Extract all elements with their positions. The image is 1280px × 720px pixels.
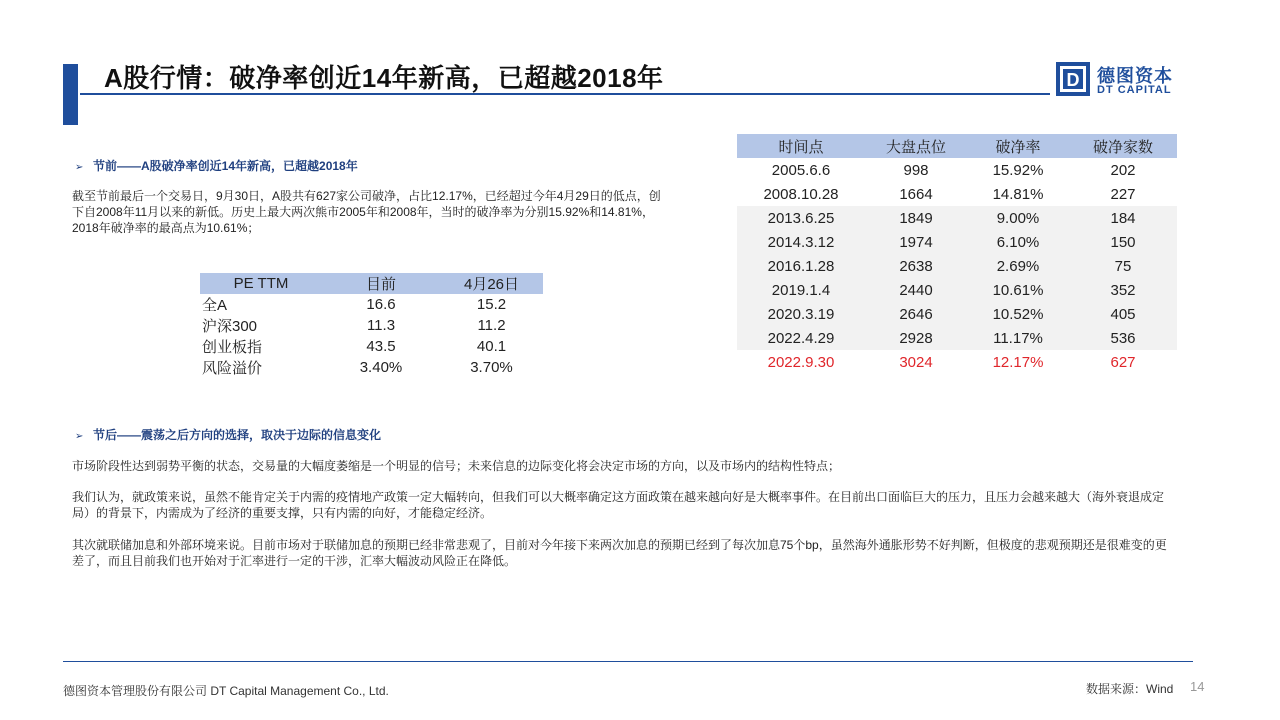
table-cell: 3.40% [359,359,403,376]
table-cell: 627 [1110,353,1136,371]
dt-logo-icon [1056,62,1090,96]
table-cell: 2019.1.4 [737,278,865,302]
table-row [737,206,1177,230]
table-cell: 11.2 [477,317,506,334]
table-cell: 202 [1110,161,1136,179]
column-header: 时间点 [737,134,865,158]
table-header-row [737,134,1177,158]
footer-data-source: 数据来源：Wind [1086,682,1174,696]
table-row [737,230,1177,254]
page-number: 14 [1190,679,1205,694]
table-row [737,254,1177,278]
page-title: A股行情：破净率创近14年新高，已超越2018年 [104,63,664,93]
post-holiday-paragraph-1: 市场阶段性达到弱势平衡的状态，交易量的大幅度萎缩是一个明显的信号；未来信息的边际变化将会决定市场的方向，以及市场内的结构性特点； [72,459,841,473]
table-cell: 创业板指 [202,339,263,356]
column-header: 大盘点位 [865,134,967,158]
table-cell: 1974 [865,230,967,254]
table-cell: 14.81% [992,185,1044,203]
pe-ttm-table [200,273,543,378]
table-cell: 风险溢价 [202,360,263,377]
table-row [737,182,1177,206]
table-cell: 2005.6.6 [771,161,831,179]
table-cell: 2022.9.30 [767,353,835,371]
section-heading-pre-holiday [75,157,358,174]
footer-company-name: 德图资本管理股份有限公司 DT Capital Management Co., Ltd. [63,684,389,698]
table-cell: 3024 [899,353,933,371]
logo-name-cn: 德图资本 [1097,66,1173,86]
table-cell: 2014.3.12 [737,230,865,254]
column-header: 目前 [322,273,440,294]
table-cell: 40.1 [476,338,507,355]
logo-mark-letter: D [1066,70,1080,90]
table-row [737,278,1177,302]
table-header-row [200,273,543,294]
post-holiday-paragraph-2: 我们认为，就政策来说，虽然不能肯定关于内需的疫情地产政策一定大幅转向，但我们可以大概率确定这方面政策在越来越向好是大概率事件。在目前出口面临巨大的压力，且压力会越来越大（海外衰退成定局）的背景下，内需成为了经济的重要支撑，只有内需的向好，才能稳定经济。 [72,490,1165,520]
table-cell: 15.92% [992,161,1044,179]
table-cell: 2008.10.28 [763,185,839,203]
pre-holiday-paragraph: 截至节前最后一个交易日，9月30日，A股共有627家公司破净，占比12.17%，已经超过今年4月29日的低点，创下自2008年11月以来的新低。历史上最大两次熊市2005年和2008年，当时的破净率为分别15.92%和14.81%，2018年破净率的最高点为10.61%； [72,189,661,235]
pb-breakdown-table [737,134,1177,374]
table-cell: 352 [1069,278,1177,302]
table-row-latest [737,350,1177,374]
arrow-bullet-icon: ➢ [75,162,84,173]
table-cell: 2928 [865,326,967,350]
table-cell: 10.61% [967,278,1069,302]
table-cell: 2016.1.28 [737,254,865,278]
arrow-bullet-icon: ➢ [75,431,84,442]
table-cell: 998 [903,161,929,179]
title-divider [80,93,1050,95]
post-holiday-paragraph-3: 其次就联储加息和外部环境来说。目前市场对于联储加息的预期已经非常悲观了，目前对今年接下来两次加息的预期已经到了每次加息75个bp，虽然海外通胀形势不好判断，但极度的悲观预期还是很难变的更差了，而且目前我们也开始对于汇率进行一定的干涉，汇率大幅波动风险正在降低。 [72,538,1167,568]
section-heading-post-holiday [75,426,381,443]
column-header: PE TTM [200,273,322,294]
table-row [200,294,543,315]
table-cell: 6.10% [967,230,1069,254]
logo-name-en: DT CAPITAL [1097,84,1172,96]
table-cell: 10.52% [967,302,1069,326]
table-row [737,326,1177,350]
table-cell: 12.17% [992,353,1044,371]
title-accent-bar [63,64,78,125]
table-cell: 43.5 [366,338,396,355]
table-cell: 沪深300 [202,318,258,335]
table-cell: 2.69% [967,254,1069,278]
table-cell: 15.2 [476,296,507,313]
table-cell: 2020.3.19 [737,302,865,326]
table-row [200,357,543,378]
table-cell: 9.00% [967,206,1069,230]
table-cell: 2440 [865,278,967,302]
table-cell: 184 [1069,206,1177,230]
table-row [200,336,543,357]
footer-divider [63,661,1193,662]
company-logo [1056,62,1186,98]
column-header: 4月26日 [440,273,543,294]
table-cell: 1849 [865,206,967,230]
column-header: 破净家数 [1069,134,1177,158]
table-cell: 16.6 [366,296,396,313]
section-heading-text: 节前——A股破净率创近14年新高，已超越2018年 [93,159,358,173]
table-cell: 2646 [865,302,967,326]
table-cell: 全A [202,297,228,314]
table-row [200,315,543,336]
column-header: 破净率 [967,134,1069,158]
table-cell: 227 [1110,185,1136,203]
table-cell: 11.17% [967,326,1069,350]
table-cell: 536 [1069,326,1177,350]
table-cell: 3.70% [470,359,513,376]
table-cell: 1664 [899,185,933,203]
table-cell: 150 [1069,230,1177,254]
table-row [737,158,1177,182]
table-cell: 405 [1069,302,1177,326]
table-row [737,302,1177,326]
section-heading-text: 节后——震荡之后方向的选择，取决于边际的信息变化 [93,428,382,442]
table-cell: 2638 [865,254,967,278]
table-cell: 75 [1069,254,1177,278]
table-cell: 11.3 [366,317,396,334]
table-cell: 2022.4.29 [737,326,865,350]
table-cell: 2013.6.25 [737,206,865,230]
